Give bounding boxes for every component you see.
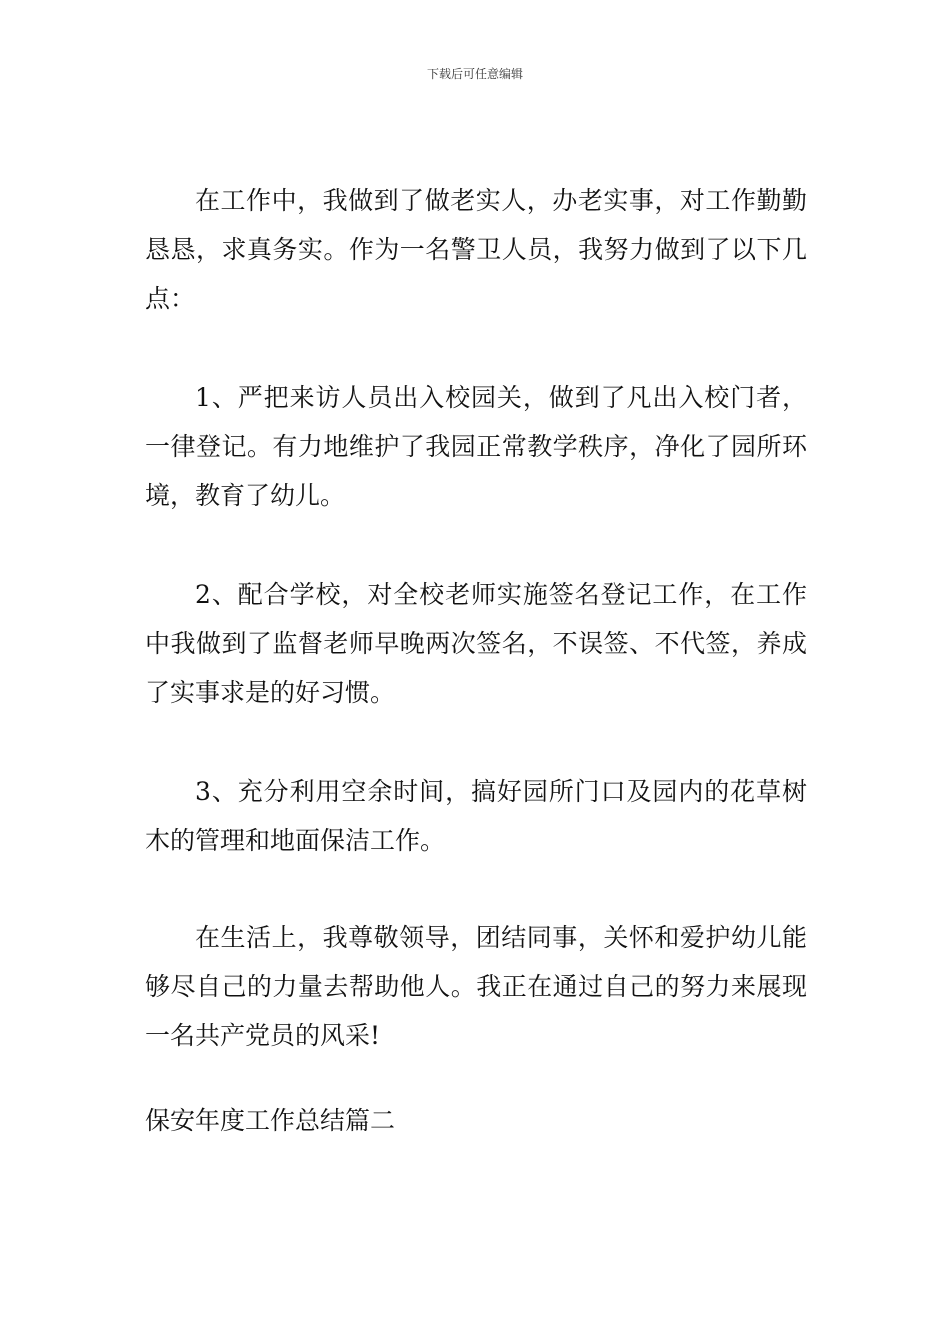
section-heading: 保安年度工作总结篇二 — [145, 1106, 396, 1135]
paragraph-point-2: 2、配合学校，对全校老师实施签名登记工作，在工作中我做到了监督老师早晚两次签名，不误签、不代签，养成了实事求是的好习惯。 — [145, 580, 807, 707]
paragraph-life: 在生活上，我尊敬领导，团结同事，关怀和爱护幼儿能够尽自己的力量去帮助他人。我正在通过自己的努力来展现一名共产党员的风采! — [145, 923, 807, 1050]
page-header: 下载后可任意编辑 — [426, 67, 523, 81]
paragraph-work-attitude: 在工作中，我做到了做老实人，办老实事，对工作勤勤恳恳，求真务实。作为一名警卫人员，我努力做到了以下几点： — [145, 186, 807, 313]
document-body — [145, 176, 807, 1145]
paragraph-point-1: 1、严把来访人员出入校园关，做到了凡出入校门者，一律登记。有力地维护了我园正常教学秩序，净化了园所环境，教育了幼儿。 — [145, 383, 807, 510]
paragraph-point-3: 3、充分利用空余时间，搞好园所门口及园内的花草树木的管理和地面保洁工作。 — [145, 777, 807, 855]
